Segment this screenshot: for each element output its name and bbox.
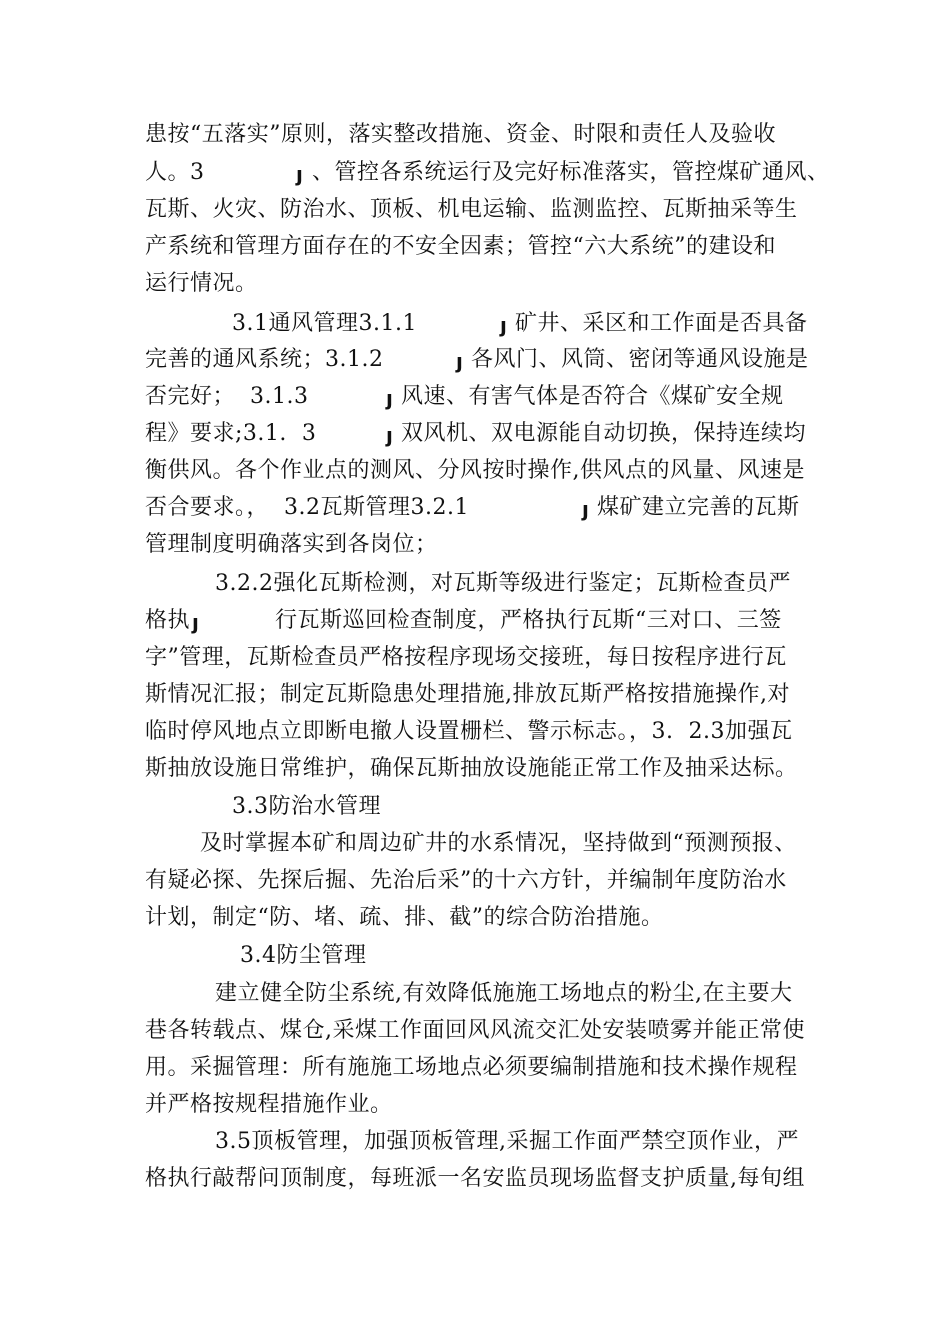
text-line: 、管控各系统运行及完好标准落实，管控煤矿通风、 — [312, 160, 830, 185]
text-line: 格执 — [145, 608, 191, 633]
text-line: 斯抽放设施日常维护，确保瓦斯抽放设施能正常工作及抽采达标。 — [145, 756, 798, 781]
text-line: 3.5顶板管理，加强顶板管理,采掘工作面严禁空顶作业，严 — [215, 1129, 799, 1154]
text-line: 有疑必探、先探后掘、先治后采”的十六方针，并编制年度防治水 — [145, 868, 787, 893]
text-line: 风速、有害气体是否符合《煤矿安全规 — [401, 384, 784, 409]
text-line: 3.1通风管理3.1.1 — [232, 311, 417, 336]
section-heading: 3.3防治水管理 — [232, 794, 381, 819]
text-line: 瓦斯、火灾、防治水、顶板、机电运输、监测监控、瓦斯抽采等生 — [145, 197, 798, 222]
text-line: 否完好； 3.1.3 — [145, 384, 309, 409]
text-line: 字”管理，瓦斯检查员严格按程序现场交接班，每日按程序进行瓦 — [145, 645, 787, 670]
text-line: 双风机、双电源能自动切换，保持连续均 — [401, 421, 807, 446]
text-line: 3.2.2强化瓦斯检测，对瓦斯等级进行鉴定；瓦斯检查员严 — [215, 571, 791, 596]
bullet-mark: ȷ — [386, 423, 394, 447]
text-line: 完善的通风系统；3.1.2 — [145, 347, 384, 372]
text-line: 人。3 — [145, 160, 295, 185]
text-line: 否合要求。， 3.2瓦斯管理3.2.1 — [145, 495, 469, 520]
bullet-mark: ȷ — [296, 162, 304, 186]
text-line: 煤矿建立完善的瓦斯 — [597, 495, 800, 520]
text-line: 用。采掘管理：所有施施工场地点必须要编制措施和技术操作规程 — [145, 1055, 798, 1080]
text-line: 患按“五落实”原则，落实整改措施、资金、时限和责任人及验收 — [145, 122, 776, 147]
text-line: 并严格按规程措施作业。 — [145, 1092, 393, 1117]
section-heading: 3.4防尘管理 — [240, 943, 367, 968]
text-line: 斯情况汇报；制定瓦斯隐患处理措施,排放瓦斯严格按措施操作,对 — [145, 682, 790, 707]
bullet-mark: ȷ — [582, 497, 590, 521]
bullet-mark: ȷ — [500, 313, 508, 337]
text-line: 程》要求;3.1. 3 — [145, 421, 317, 446]
text-line: 管理制度明确落实到各岗位； — [145, 532, 438, 557]
text-line: 巷各转载点、煤仓,采煤工作面回风风流交汇处安装喷雾并能正常使 — [145, 1018, 805, 1043]
bullet-mark: ȷ — [386, 386, 394, 410]
text-line: 衡供风。各个作业点的测风、分风按时操作,供风点的风量、风速是 — [145, 458, 805, 483]
bullet-mark: ȷ — [456, 349, 464, 373]
text-line: 各风门、风筒、密闭等通风设施是 — [471, 347, 809, 372]
bullet-mark: ȷ — [192, 610, 200, 634]
text-line: 及时掌握本矿和周边矿井的水系情况，坚持做到“预测预报、 — [200, 831, 797, 856]
text-line: 矿井、采区和工作面是否具备 — [515, 311, 808, 336]
text-line: 行瓦斯巡回检查制度，严格执行瓦斯“三对口、三签 — [275, 608, 782, 633]
text-line: 格执行敲帮问顶制度，每班派一名安监员现场监督支护质量,每旬组 — [145, 1166, 805, 1191]
text-line: 建立健全防尘系统,有效降低施施工场地点的粉尘,在主要大 — [215, 981, 793, 1006]
text-line: 产系统和管理方面存在的不安全因素；管控“六大系统”的建设和 — [145, 234, 776, 259]
text-line: 临时停风地点立即断电撤人设置栅栏、警示标志。，3. 2.3加强瓦 — [145, 719, 793, 744]
text-line: 计划，制定“防、堵、疏、排、截”的综合防治措施。 — [145, 905, 664, 930]
text-line: 运行情况。 — [145, 271, 258, 296]
